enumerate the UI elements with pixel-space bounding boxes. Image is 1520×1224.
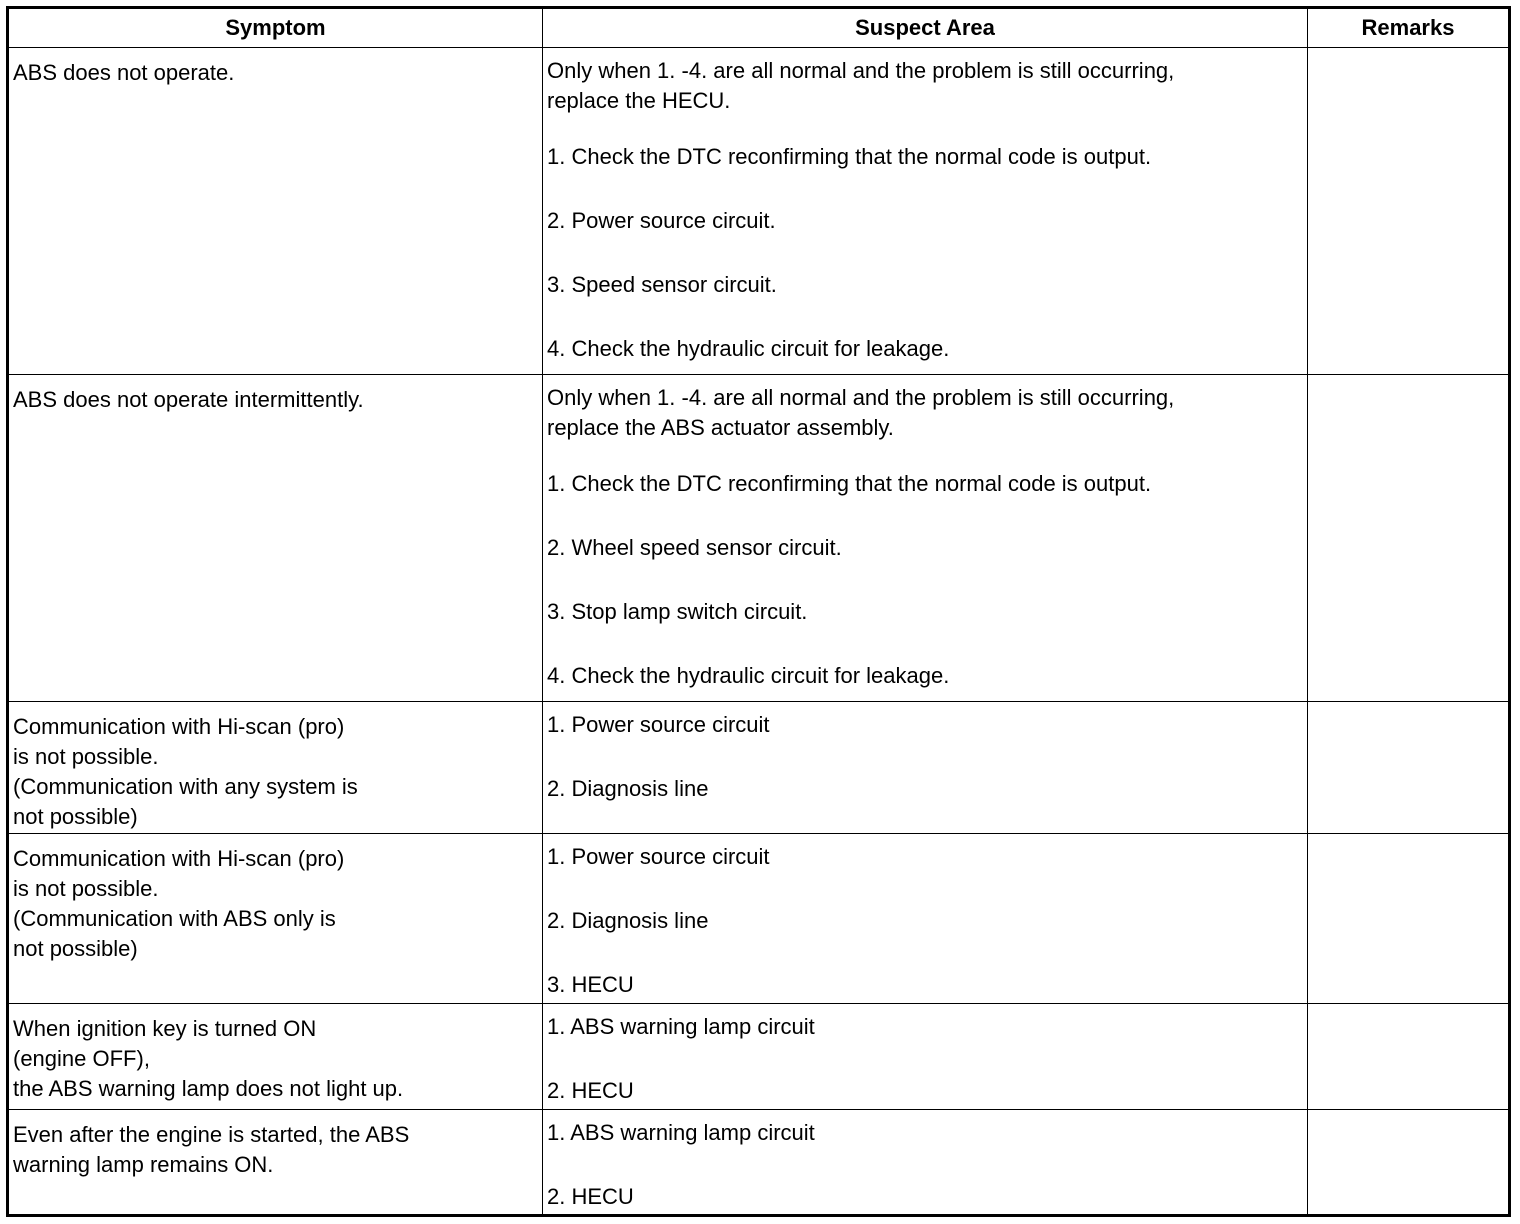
intro-line: replace the ABS actuator assembly. — [547, 415, 894, 440]
symptom-cell — [8, 48, 543, 375]
suspect-intro — [547, 56, 1307, 116]
symptom-text: Communication with Hi-scan (pro) — [13, 846, 345, 871]
suspect-step: 4. Check the hydraulic circuit for leakage. — [547, 336, 950, 361]
remarks-cell — [1308, 1110, 1510, 1216]
suspect-area-cell — [543, 48, 1308, 375]
remarks-cell — [1308, 375, 1510, 702]
symptom-text: (Communication with ABS only is — [13, 906, 336, 931]
symptom-text: not possible) — [13, 804, 138, 829]
symptom-text: (engine OFF), — [13, 1046, 150, 1071]
table-row — [8, 375, 1510, 702]
suspect-step: 2. Diagnosis line — [547, 776, 709, 801]
suspect-area-cell — [543, 834, 1308, 1004]
symptom-cell — [8, 834, 543, 1004]
symptom-text: Communication with Hi-scan (pro) — [13, 714, 345, 739]
header-remarks: Remarks — [1308, 8, 1510, 48]
symptom-text: the ABS warning lamp does not light up. — [13, 1076, 404, 1101]
table-row — [8, 48, 1510, 375]
suspect-step: 1. ABS warning lamp circuit — [547, 1014, 815, 1039]
symptom-text: warning lamp remains ON. — [13, 1152, 274, 1177]
diagnosis-table — [6, 6, 1511, 1217]
remarks-cell — [1308, 834, 1510, 1004]
suspect-step: 2. Wheel speed sensor circuit. — [547, 535, 842, 560]
remarks-cell — [1308, 702, 1510, 834]
suspect-step: 3. Stop lamp switch circuit. — [547, 599, 808, 624]
table-row — [8, 702, 1510, 834]
symptom-text: When ignition key is turned ON — [13, 1016, 317, 1041]
table-row — [8, 1004, 1510, 1110]
symptom-text: ABS does not operate. — [13, 60, 235, 85]
suspect-area-cell — [543, 375, 1308, 702]
table-row — [8, 834, 1510, 1004]
suspect-step: 1. Check the DTC reconfirming that the normal code is output. — [547, 144, 1152, 169]
suspect-step: 1. Check the DTC reconfirming that the normal code is output. — [547, 471, 1152, 496]
suspect-step: 2. HECU — [547, 1184, 634, 1209]
header-suspect-area: Suspect Area — [543, 8, 1308, 48]
symptom-text: Even after the engine is started, the ABS — [13, 1122, 410, 1147]
suspect-step: 1. ABS warning lamp circuit — [547, 1120, 815, 1145]
symptom-cell — [8, 1004, 543, 1110]
intro-line: Only when 1. -4. are all normal and the problem is still occurring, — [547, 58, 1175, 83]
suspect-intro — [547, 383, 1307, 443]
remarks-cell — [1308, 48, 1510, 375]
symptom-cell — [8, 375, 543, 702]
suspect-step: 3. Speed sensor circuit. — [547, 272, 777, 297]
suspect-area-cell — [543, 702, 1308, 834]
suspect-step: 3. HECU — [547, 972, 634, 997]
table-row — [8, 1110, 1510, 1216]
suspect-step: 2. Diagnosis line — [547, 908, 709, 933]
suspect-step: 4. Check the hydraulic circuit for leakage. — [547, 663, 950, 688]
symptom-text: is not possible. — [13, 744, 159, 769]
suspect-step: 2. HECU — [547, 1078, 634, 1103]
remarks-cell — [1308, 1004, 1510, 1110]
suspect-area-cell — [543, 1110, 1308, 1216]
suspect-step: 2. Power source circuit. — [547, 208, 776, 233]
symptom-text: not possible) — [13, 936, 138, 961]
symptom-cell — [8, 702, 543, 834]
header-symptom: Symptom — [8, 8, 543, 48]
symptom-text: ABS does not operate intermittently. — [13, 387, 364, 412]
suspect-step: 1. Power source circuit — [547, 712, 770, 737]
suspect-step: 1. Power source circuit — [547, 844, 770, 869]
symptom-text: is not possible. — [13, 876, 159, 901]
intro-line: replace the HECU. — [547, 88, 731, 113]
header-row — [8, 8, 1510, 48]
intro-line: Only when 1. -4. are all normal and the problem is still occurring, — [547, 385, 1175, 410]
suspect-area-cell — [543, 1004, 1308, 1110]
symptom-cell — [8, 1110, 543, 1216]
symptom-text: (Communication with any system is — [13, 774, 358, 799]
